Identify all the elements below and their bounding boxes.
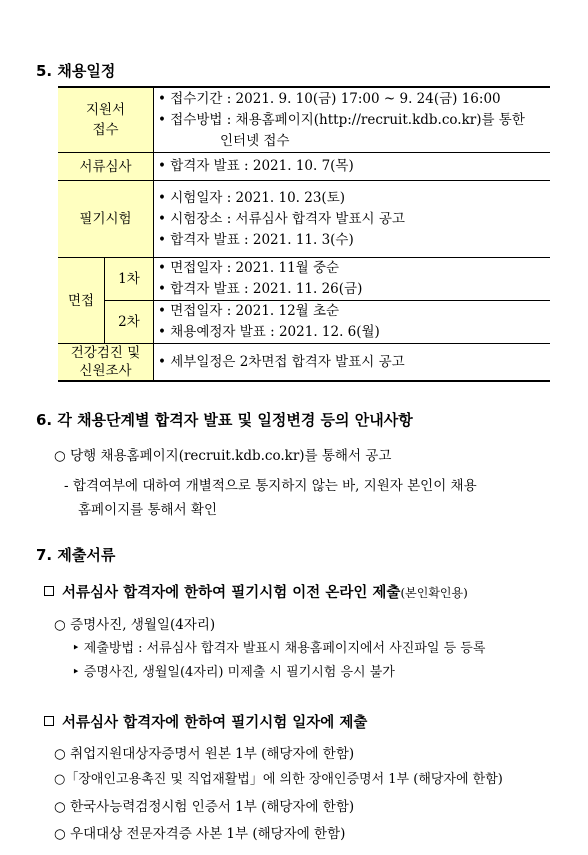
written-result: • 합격자 발표 : 2021. 11. 3(수) xyxy=(158,231,354,248)
table-row xyxy=(58,301,550,344)
section-6-detail-cont: 홈페이지를 통해서 확인 xyxy=(78,502,217,518)
row-label-document: 서류심사 xyxy=(58,153,154,181)
row-content-apply xyxy=(154,87,551,153)
table-row xyxy=(58,87,550,153)
section-7-title: 7. 제출서류 xyxy=(36,546,116,564)
online-bullet-warning: ‣ 증명사진, 생월일(4자리) 미제출 시 필기시험 응시 불가 xyxy=(72,665,395,680)
document-result: • 합격자 발표 : 2021. 10. 7(목) xyxy=(158,158,354,174)
written-date: • 시험일자 : 2021. 10. 23(토) xyxy=(158,189,346,206)
list-item: ○「장애인고용촉진 및 직업재활법」에 의한 장애인증명서 1부 (해당자에 한함) xyxy=(54,772,503,787)
round2-result: • 채용예정자 발표 : 2021. 12. 6(월) xyxy=(158,324,380,340)
apply-method: • 접수방법 : 채용홈페이지(http://recruit.kdb.co.kr)를 통한 xyxy=(158,111,525,128)
row-label-health: 건강검진 및 신원조사 xyxy=(58,344,154,382)
health-detail: • 세부일정은 2차면접 합격자 발표시 공고 xyxy=(158,353,405,370)
section-6-title: 6. 각 채용단계별 합격자 발표 및 일정변경 등의 안내사항 xyxy=(36,411,413,429)
round2-date: • 면접일자 : 2021. 12월 초순 xyxy=(158,303,340,319)
subsection-online-label: 서류심사 합격자에 한하여 필기시험 이전 온라인 제출 xyxy=(62,585,401,601)
row-content-round1 xyxy=(154,258,551,301)
subsection-online-title xyxy=(44,581,468,602)
subsection-online-note: (본인확인용) xyxy=(400,586,468,600)
list-item: ○ 우대대상 전문자격증 사본 1부 (해당자에 한함) xyxy=(54,826,346,842)
row-content-health xyxy=(154,344,551,382)
round1-date: • 면접일자 : 2021. 11월 중순 xyxy=(158,260,340,276)
subsection-exam-day-label: 서류심사 합격자에 한하여 필기시험 일자에 제출 xyxy=(62,715,368,731)
row-label-interview: 면접 xyxy=(58,258,105,344)
row-content-written xyxy=(154,181,551,258)
online-item: ○ 증명사진, 생월일(4자리) xyxy=(54,617,216,633)
table-row xyxy=(58,344,550,382)
row-label-round1: 1차 xyxy=(105,258,154,301)
online-bullet-method: ‣ 제출방법 : 서류심사 합격자 발표시 채용홈페이지에서 사진파일 등 등록 xyxy=(72,641,486,656)
table-row xyxy=(58,153,550,181)
row-label-round2: 2차 xyxy=(105,301,154,344)
section-5-title: 5. 채용일정 xyxy=(36,62,116,80)
table-row xyxy=(58,181,550,258)
list-item: ○ 취업지원대상자증명서 원본 1부 (해당자에 한함) xyxy=(54,746,355,762)
section-6-detail: - 합격여부에 대하여 개별적으로 통지하지 않는 바, 지원자 본인이 채용 xyxy=(64,478,477,494)
subsection-exam-day-title xyxy=(44,711,367,732)
section-6-item: ○ 당행 채용홈페이지(recruit.kdb.co.kr)를 통해서 공고 xyxy=(54,448,392,464)
written-place: • 시험장소 : 서류심사 합격자 발표시 공고 xyxy=(158,210,405,227)
schedule-table xyxy=(58,86,550,382)
list-item: ○ 한국사능력검정시험 인증서 1부 (해당자에 한함) xyxy=(54,799,355,815)
row-content-document xyxy=(154,153,551,181)
apply-method-cont: 인터넷 접수 xyxy=(220,132,290,149)
square-bullet-icon xyxy=(44,716,54,726)
row-content-round2 xyxy=(154,301,551,344)
row-label-written: 필기시험 xyxy=(58,181,154,258)
apply-period: • 접수기간 : 2021. 9. 10(금) 17:00 ~ 9. 24(금) 16:00 xyxy=(158,90,501,107)
round1-result: • 합격자 발표 : 2021. 11. 26(금) xyxy=(158,281,363,297)
table-row xyxy=(58,258,550,301)
square-bullet-icon xyxy=(44,586,54,596)
row-label-apply: 지원서 접수 xyxy=(58,87,154,153)
